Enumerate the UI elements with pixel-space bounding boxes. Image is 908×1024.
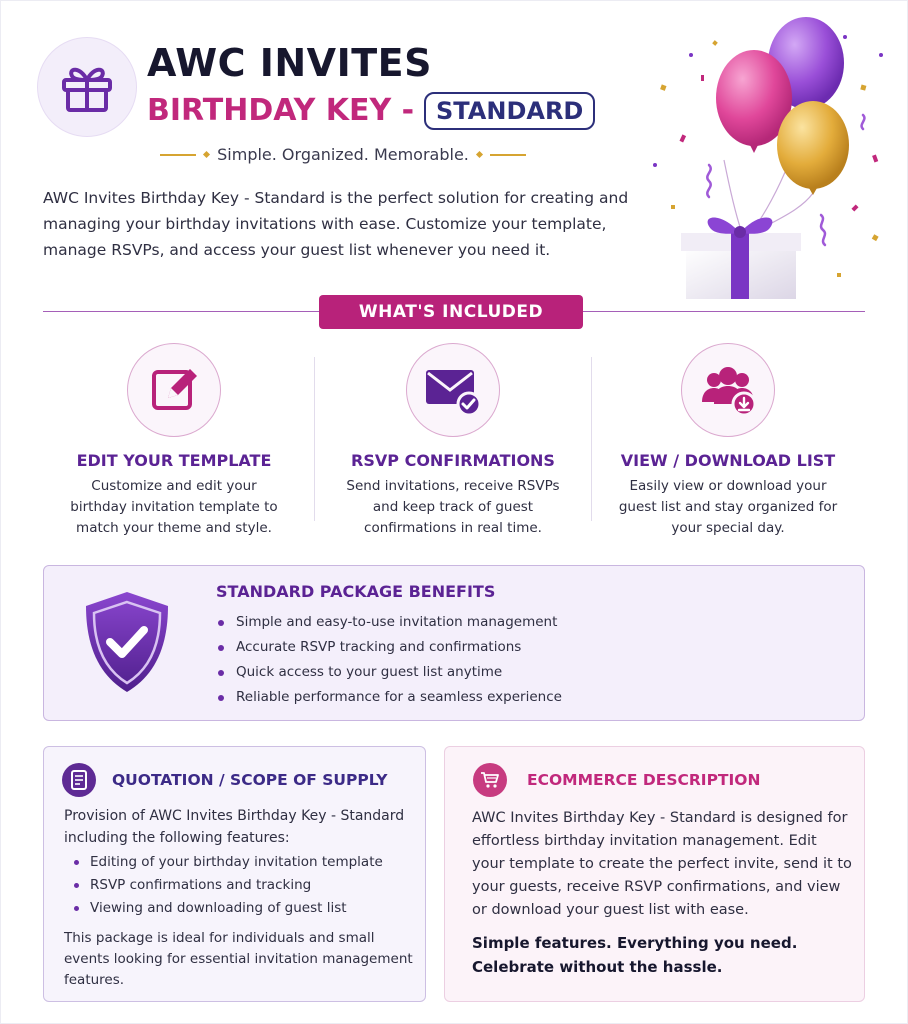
list-item: Quick access to your guest list anytime xyxy=(216,660,562,685)
ecommerce-slogan: Simple features. Everything you need. Celebrate without the hassle. xyxy=(472,934,798,976)
quotation-intro: Provision of AWC Invites Birthday Key - Standard including the following features: xyxy=(64,808,405,846)
tagline-rule-right xyxy=(490,154,526,156)
feature-description: Send invitations, receive RSVPs and keep track of guest confirmations in real time. xyxy=(346,478,560,536)
tagline-diamond-right xyxy=(476,151,483,158)
envelope-check-icon xyxy=(422,362,484,418)
list-item: Reliable performance for a seamless experience xyxy=(216,685,562,710)
feature-edit-template xyxy=(39,343,309,539)
quotation-body xyxy=(64,805,414,991)
list-item: RSVP confirmations and tracking xyxy=(64,874,414,897)
feature-icon-circle xyxy=(681,343,775,437)
quotation-card xyxy=(43,746,426,1002)
ecommerce-description: AWC Invites Birthday Key - Standard is designed for effortless birthday invitation management. Edit your template to create the perfect invite, send it to your guests, receive RSVP confirmations, and view or download your guest list with ease. xyxy=(472,810,852,918)
card-icon-circle xyxy=(473,763,507,797)
tagline-rule-left xyxy=(160,154,196,156)
guests-download-icon xyxy=(696,362,760,418)
feature-description: Easily view or download your guest list and stay organized for your special day. xyxy=(618,478,838,536)
document-icon xyxy=(70,770,88,790)
quotation-list xyxy=(64,851,414,920)
feature-icon-circle xyxy=(127,343,221,437)
feature-separator xyxy=(591,357,592,521)
shopping-cart-icon xyxy=(480,771,500,789)
feature-icon-circle xyxy=(406,343,500,437)
balloons-gift-illustration xyxy=(641,15,891,305)
feature-title: EDIT YOUR TEMPLATE xyxy=(76,451,272,470)
benefits-list xyxy=(216,610,562,710)
card-icon-circle xyxy=(62,763,96,797)
tagline: Simple. Organized. Memorable. xyxy=(217,145,469,164)
ecommerce-card xyxy=(444,746,865,1002)
brand-title: AWC INVITES xyxy=(147,41,432,85)
benefits-panel xyxy=(43,565,865,721)
list-item: Simple and easy-to-use invitation management xyxy=(216,610,562,635)
list-item: Accurate RSVP tracking and confirmations xyxy=(216,635,562,660)
feature-title: RSVP CONFIRMATIONS xyxy=(351,451,555,470)
ecommerce-title: ECOMMERCE DESCRIPTION xyxy=(527,771,761,789)
edit-template-icon xyxy=(146,362,202,418)
list-item: Viewing and downloading of guest list xyxy=(64,897,414,920)
feature-rsvp-confirmations xyxy=(318,343,588,539)
quotation-note: This package is ideal for individuals and small events looking for essential invitation management features. xyxy=(64,930,413,988)
gift-icon xyxy=(56,56,118,118)
intro-paragraph: AWC Invites Birthday Key - Standard is the perfect solution for creating and managing your birthday invitations with ease. Customize your template, manage RSVPs, and access your guest list whenever you need it. xyxy=(43,189,629,259)
whats-included-badge: WHAT'S INCLUDED xyxy=(319,295,583,329)
feature-separator xyxy=(314,357,315,521)
product-title: BIRTHDAY KEY - xyxy=(147,93,415,128)
feature-view-download-list xyxy=(593,343,863,539)
tagline-row xyxy=(147,145,539,164)
tagline-diamond-left xyxy=(203,151,210,158)
feature-title: VIEW / DOWNLOAD LIST xyxy=(620,451,836,470)
shield-check-icon xyxy=(80,588,174,696)
tier-badge: STANDARD xyxy=(424,92,595,130)
quotation-title: QUOTATION / SCOPE OF SUPPLY xyxy=(112,771,388,789)
feature-description: Customize and edit your birthday invitation template to match your theme and style. xyxy=(70,478,278,536)
gift-logo xyxy=(37,37,137,137)
benefits-title: STANDARD PACKAGE BENEFITS xyxy=(216,582,496,601)
list-item: Editing of your birthday invitation template xyxy=(64,851,414,874)
